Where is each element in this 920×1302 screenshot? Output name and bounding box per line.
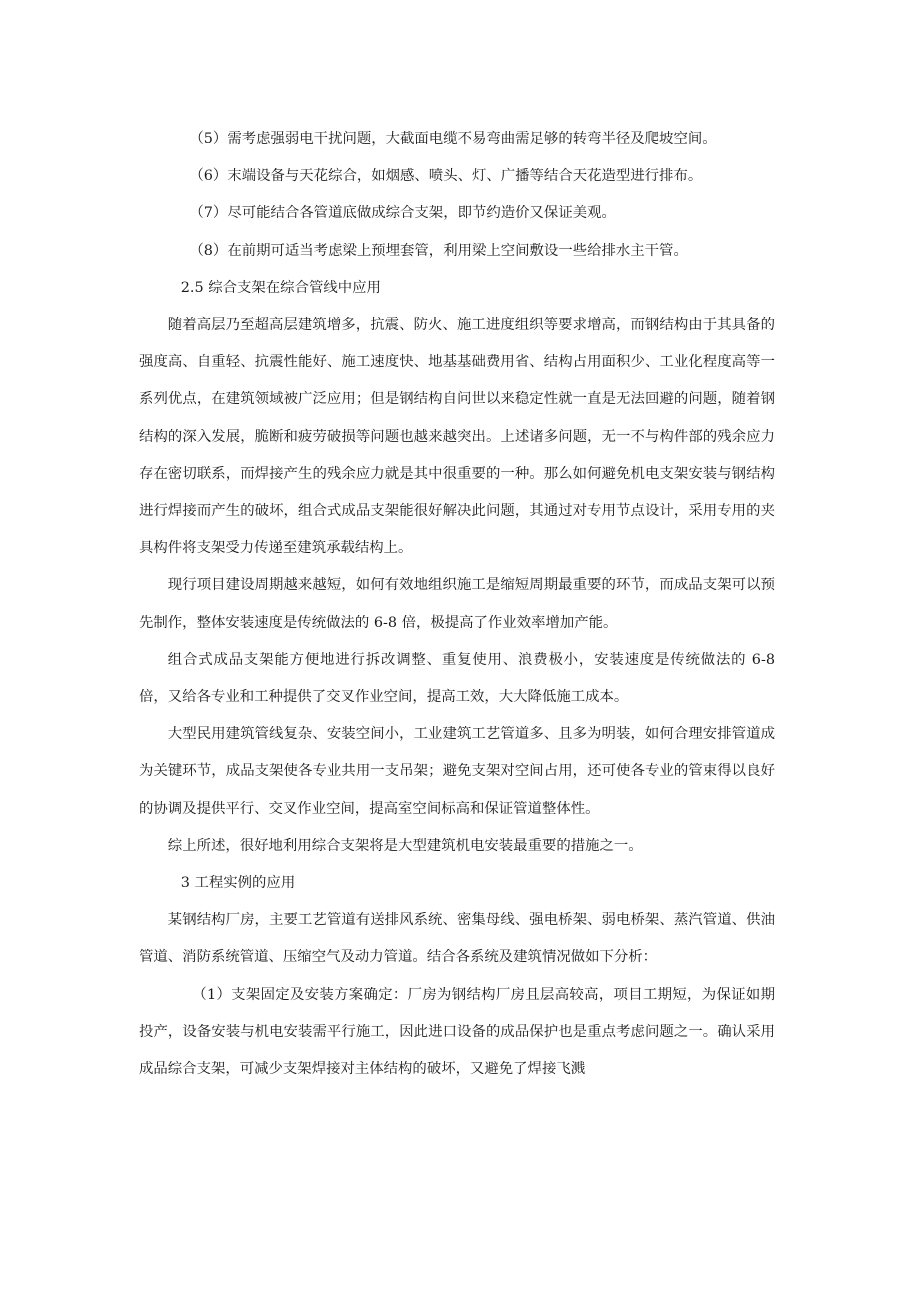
section-heading-2-5: 2.5 综合支架在综合管线中应用 bbox=[180, 279, 381, 296]
paragraph-factory-example: 某钢结构厂房，主要工艺管道有送排风系统、密集母线、强电桥架、弱电桥架、蒸汽管道、供油管道、消防系统管道、压缩空气及动力管道。结合各系统及建筑情况做如下分析： bbox=[139, 912, 775, 966]
list-item-7: （7）尽可能结合各管道底做成综合支架，即节约造价又保证美观。 bbox=[189, 205, 616, 222]
paragraph-steel-structure: 随着高层乃至超高层建筑增多，抗震、防火、施工进度组织等要求增高，而钢结构由于其具备的强度高、自重轻、抗震性能好、施工速度快、地基基础费用省、结构占用面积少、工业化程度高等一系列优点，在建筑领域被广泛应用；但是钢结构自问世以来稳定性就一直是无法回避的问题，随着钢结构的深入发展，脆断和疲劳破损等问题也越来越突出。上述诸多问题，无一不与构件部的残余应力存在密切联系，而焊接产生的残余应力就是其中很重要的一种。那么如何避免机电支架安装与钢结构进行焊接而产生的破坏，组合式成品支架能很好解决此问题，其通过对专用节点设计，采用专用的夹具构件将支架受力传递至建筑承载结构上。 bbox=[139, 317, 775, 557]
document-page bbox=[139, 121, 775, 1088]
list-item-1-support-plan: （1）支架固定及安装方案确定：厂房为钢结构厂房且层高较高，项目工期短，为保证如期投产，设备安装与机电安装需平行施工，因此进口设备的成品保护也是重点考虑问题之一。确认采用成品综合支架，可减少支架焊接对主体结构的破坏，又避免了焊接飞溅 bbox=[139, 986, 775, 1078]
list-item-6: （6）末端设备与天花综合，如烟感、喷头、灯、广播等结合天花造型进行排布。 bbox=[189, 168, 703, 185]
paragraph-modular-support: 组合式成品支架能方便地进行拆改调整、重复使用、浪费极小，安装速度是传统做法的 6-8 倍，又给各专业和工种提供了交叉作业空间，提高工效，大大降低施工成本。 bbox=[139, 651, 775, 706]
list-item-8: （8）在前期可适当考虑梁上预埋套管，利用梁上空间敷设一些给排水主干管。 bbox=[189, 242, 688, 259]
paragraph-pipeline-layout: 大型民用建筑管线复杂、安装空间小，工业建筑工艺管道多、且多为明装，如何合理安排管道成为关键环节，成品支架使各专业共用一支吊架；避免支架对空间占用，还可使各专业的管束得以良好的协调及提供平行、交叉作业空间，提高室空间标高和保证管道整体性。 bbox=[139, 726, 775, 817]
paragraph-construction-cycle: 现行项目建设周期越来越短，如何有效地组织施工是缩短周期最重要的环节，而成品支架可以预先制作，整体安装速度是传统做法的 6-8 倍，极提高了作业效率增加产能。 bbox=[139, 577, 775, 631]
list-item-5: （5）需考虑强弱电干扰问题，大截面电缆不易弯曲需足够的转弯半径及爬坡空间。 bbox=[189, 131, 717, 147]
paragraph-summary: 综上所述，很好地利用综合支架将是大型建筑机电安装最重要的措施之一。 bbox=[167, 837, 643, 854]
section-heading-3: 3 工程实例的应用 bbox=[180, 875, 296, 892]
